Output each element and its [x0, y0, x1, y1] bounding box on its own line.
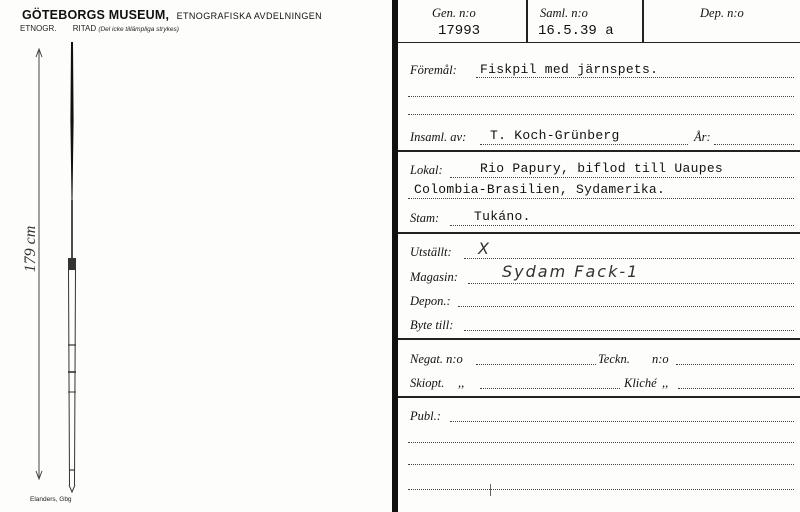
depon-dots [458, 306, 794, 307]
lokal-dots-2 [408, 198, 794, 199]
foremal-label: Föremål: [410, 63, 457, 77]
header-divider-1 [526, 0, 528, 42]
negat-dots [476, 364, 596, 365]
skiopt-label: Skiopt. [410, 376, 445, 390]
teckn-dots [676, 364, 794, 365]
department-name: ETNOGRAFISKA AVDELNINGEN [176, 11, 323, 21]
bottom-tick [490, 484, 491, 496]
teckn-label: Teckn. [598, 352, 630, 366]
printer-imprint: Elanders, Gbg [30, 496, 72, 503]
section-line-4 [398, 396, 800, 398]
skiopt-dots [480, 388, 620, 389]
drawing-card [0, 0, 392, 512]
foremal-value: Fiskpil med järnspets. [480, 62, 659, 77]
insaml-dots [480, 144, 688, 145]
stam-dots [450, 225, 794, 226]
negat-label: Negat. n:o [410, 352, 463, 366]
gen-label: Gen. n:o [432, 6, 476, 20]
skiopt-ditto: ,, [458, 376, 465, 390]
magasin-dots [468, 283, 794, 284]
utstallt-label: Utställt: [410, 245, 452, 259]
publ-label: Publ.: [410, 409, 441, 423]
teckn-no-label: n:o [652, 352, 669, 366]
insaml-label: Insaml. av: [410, 130, 467, 144]
publ-dots-3 [408, 464, 794, 465]
size-note: 179 cm [22, 225, 39, 273]
magasin-label: Magasin: [410, 270, 458, 284]
catalog-card [398, 0, 800, 512]
etnogr-label: ETNOGR. [20, 24, 57, 33]
lokal-dots [450, 177, 794, 178]
insaml-value: T. Koch-Grünberg [490, 128, 620, 143]
publ-dots-4 [408, 489, 794, 490]
stam-label: Stam: [410, 211, 440, 225]
magasin-value: Sydam Fack-1 [502, 262, 640, 281]
ritad-label: RITAD [72, 24, 97, 33]
header-divider-2 [642, 0, 644, 42]
stam-value: Tukáno. [474, 209, 531, 224]
utstallt-value: X [478, 239, 491, 258]
section-line-3 [398, 338, 800, 340]
lokal-label: Lokal: [410, 163, 443, 177]
byte-label: Byte till: [410, 318, 454, 332]
byte-dots [464, 330, 794, 331]
section-line-1 [398, 150, 800, 152]
lokal-value-2: Colombia-Brasilien, Sydamerika. [414, 182, 666, 197]
saml-value: 16.5.39 a [538, 23, 614, 39]
publ-dots-2 [408, 442, 794, 443]
foremal-dots-2 [408, 96, 794, 97]
kliche-ditto: ,, [662, 376, 669, 390]
depon-label: Depon.: [410, 294, 451, 308]
foremal-dots [476, 77, 794, 78]
ar-label: År: [694, 130, 711, 144]
lokal-value-1: Rio Papury, biflod till Uaupes [480, 161, 724, 176]
strike-note: (Del icke tillämpliga strykes) [98, 26, 179, 33]
saml-label: Saml. n:o [540, 6, 588, 20]
section-line-2 [398, 232, 800, 234]
museum-name: GÖTEBORGS MUSEUM, [22, 8, 170, 22]
foremal-dots-3 [408, 114, 794, 115]
dep-label: Dep. n:o [700, 6, 744, 20]
publ-dots [450, 421, 794, 422]
kliche-label: Kliché [624, 376, 657, 390]
utstallt-dots [464, 258, 794, 259]
arrow-drawing [0, 0, 392, 512]
ar-dots [714, 144, 794, 145]
kliche-dots [678, 388, 794, 389]
gen-value: 17993 [438, 23, 481, 39]
